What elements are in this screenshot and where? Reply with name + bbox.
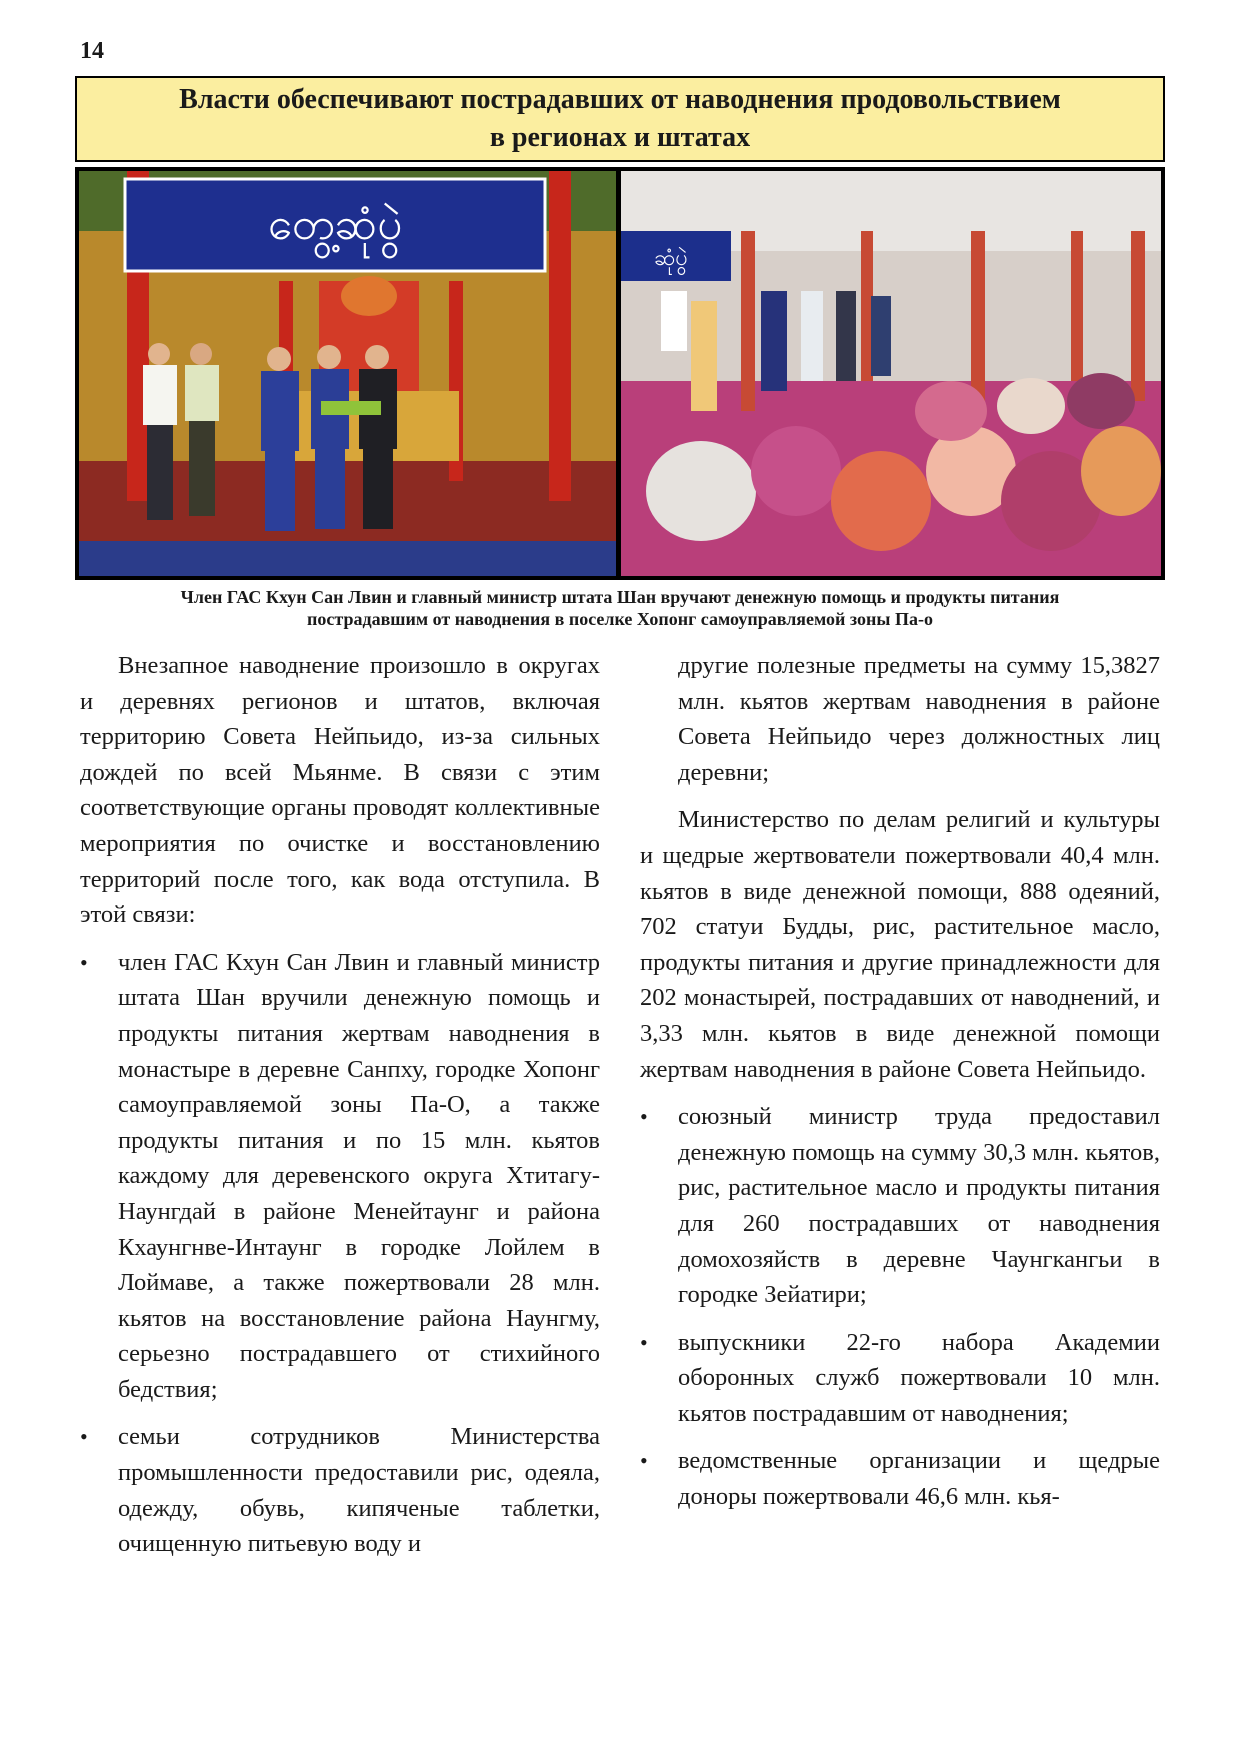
photo-hall-image	[621, 171, 1161, 576]
list-item: • выпускники 22-го набора Академии оборонных служб пожертвовали 10 млн. кьятов пострадавшим от наводнения;	[678, 1325, 1160, 1432]
right-bullet-list	[640, 1099, 1160, 1515]
headline-box	[75, 76, 1165, 162]
caption-line1: Член ГАС Кхун Сан Лвин и главный министр штата Шан вручают денежную помощь и продукты питания	[180, 587, 1060, 607]
list-item: • ведомственные организации и щедрые доноры пожертвовали 46,6 млн. кья-	[678, 1443, 1160, 1514]
ministry-paragraph: Министерство по делам религий и культуры и щедрые жертвователи пожертвовали 40,4 млн. кьятов в виде денежной помощи, 888 одеяний, 702 статуи Будды, рис, растительное масло, продукты питания и другие принадлежности для 202 монастырей, пострадавших от наводнений, и 3,33 млн. кьятов в виде денежной помощи жертвам наводнения в районе Совета Нейпьидо.	[640, 806, 1160, 1083]
list-item: • союзный министр труда предоставил денежную помощь на сумму 30,3 млн. кьятов, рис, растительное масло и продукты питания для 260 пострадавших от наводнения домохозяйств в деревне Чаунгкангьи в городке Зейатири;	[678, 1099, 1160, 1313]
list-item: • член ГАС Кхун Сан Лвин и главный министр штата Шан вручили денежную помощь и продукты питания жертвам наводнения в монастыре в деревне Санпху, городке Хопонг самоуправляемой зоны Па-О, а также продукты питания и по 15 млн. кьятов каждому для деревенского округа Хтитагу-Наунгдай в районе Менейтаунг и района Кхаунгнве-Интаунг в городке Лойлем в Лоймаве, а также пожертвовали 28 млн. кьятов на восстановление района Наунгму, серьезно пострадавшего от стихийного бедствия;	[118, 945, 600, 1408]
headline	[179, 81, 1061, 157]
photo-caption	[75, 586, 1165, 630]
headline-line2: в регионах и штатах	[489, 122, 751, 153]
continued-list-item: другие полезные предметы на сумму 15,3827 млн. кьятов жертвам наводнения в районе Совета Нейпьидо через должностных лиц деревни;	[678, 652, 1160, 786]
intro-paragraph: Внезапное наводнение произошло в округах и деревнях регионов и штатов, включая территорию Совета Нейпьидо, из-за сильных дождей по всей Мьянме. В связи с этим соответствующие органы проводят коллективные мероприятия по очистке и восстановлению территорий после того, как вода отступила. В этой связи:	[80, 652, 600, 929]
left-bullet-list	[80, 945, 600, 1562]
left-column	[80, 648, 600, 1574]
photo-ceremony-image	[79, 171, 616, 576]
headline-line1: Власти обеспечивают пострадавших от наводнения продовольствием	[179, 84, 1061, 115]
page-number: 14	[80, 38, 104, 64]
right-banner-text: ဆုံပွဲ	[654, 246, 688, 271]
caption-line2: пострадавшим от наводнения в поселке Хопонг самоуправляемой зоны Па-о	[307, 609, 933, 629]
left-banner-text: တွေ့ဆုံပွဲ	[267, 199, 403, 250]
right-continuation-list	[640, 648, 1160, 790]
photo-ceremony	[79, 171, 616, 576]
list-item: • семьи сотрудников Министерства промышленности предоставили рис, одеяла, одежду, обувь, кипяченые таблетки, очищенную питьевую воду и	[118, 1419, 600, 1561]
right-column	[640, 648, 1160, 1527]
photo-hall	[621, 171, 1161, 576]
photo-strip	[75, 167, 1165, 580]
